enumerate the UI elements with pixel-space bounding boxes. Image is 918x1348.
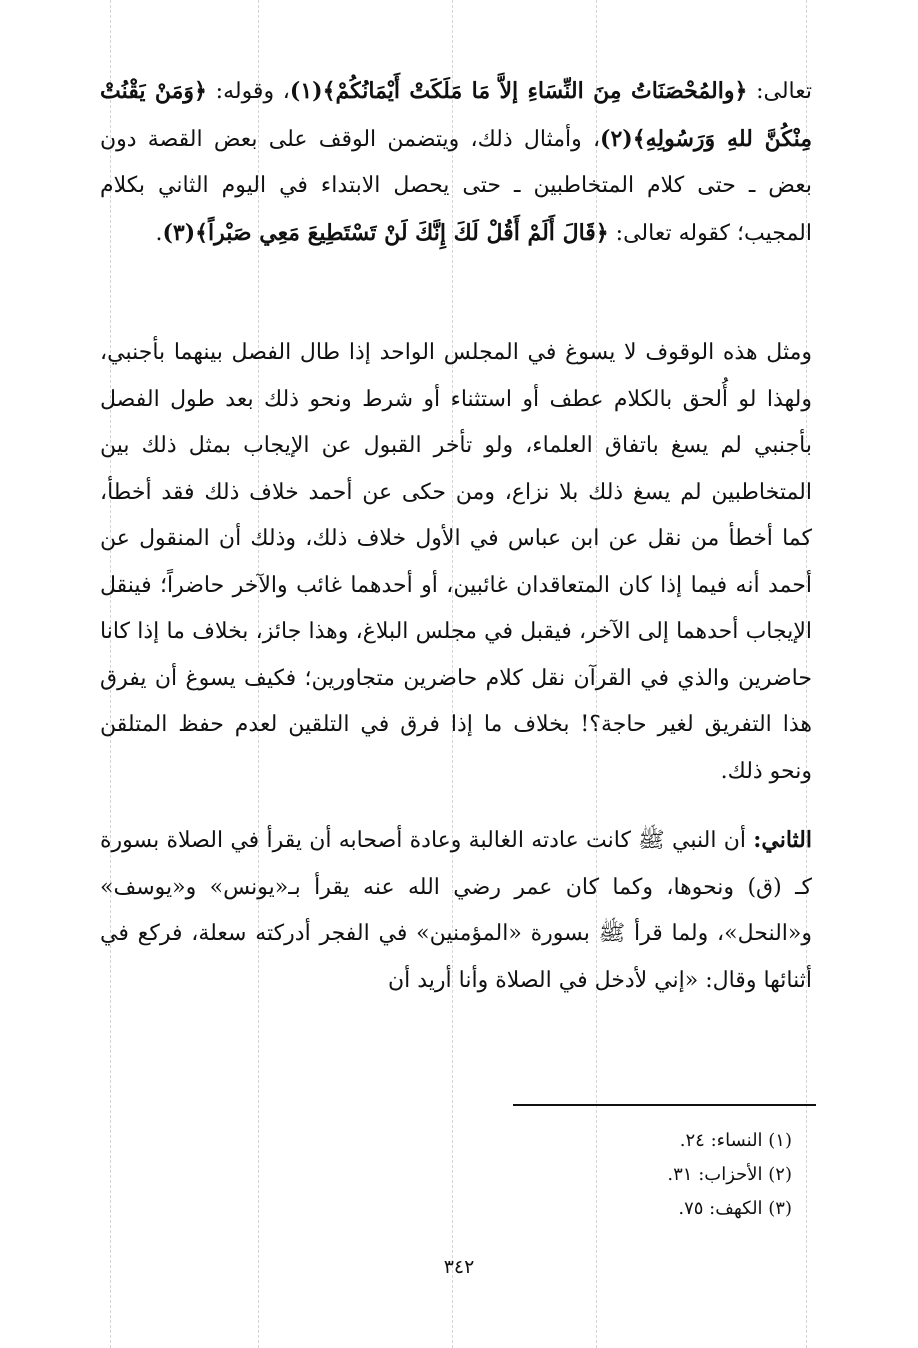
paragraph-1-text-3: ، وأمثال ذلك، ويتضمن الوقف على بعض القصة دون بعض ـ حتى كلام المتخاطبين ـ حتى يحصل الابتداء في اليوم الثاني بكلام المجيب؛ كقوله تعالى: [100,126,812,246]
paragraph-3 [100,817,812,1004]
quran-quote-1: ﴿والمُحْصَنَاتُ مِنَ النِّسَاءِ إلاَّ مَا مَلَكَتْ أَيْمَانُكُمْ﴾(١) [289,78,748,104]
paragraph-1-text-1: تعالى: [747,79,812,104]
footnotes [560,1124,792,1226]
paragraph-1-text-2: ، وقوله: [206,79,290,104]
footnote-separator [513,1104,816,1106]
quran-quote-3: ﴿قَالَ أَلَمْ أَقُلْ لَكَ إِنَّكَ لَنْ تَسْتَطِيعَ مَعِي صَبْراً﴾(٣) [162,219,609,246]
paragraph-3-lead: الثاني: [753,827,812,853]
quran-quote-2: ﴿وَمَنْ يَقْنُتْ مِنْكُنَّ للهِ وَرَسُولِهِ﴾(٢) [100,78,813,152]
paragraph-1-text-4: . [155,220,163,246]
footnote-2: (٢) الأحزاب: ٣١. [667,1164,792,1185]
paragraph-2: ومثل هذه الوقوف لا يسوغ في المجلس الواحد إذا طال الفصل بينهما بأجنبي، ولهذا لو أُلحق بالكلام عطف أو استثناء أو شرط ونحو ذلك بعد طول الفصل بأجنبي لم يسغ باتفاق العلماء، ولو تأخر القبول عن الإيجاب بمثل ذلك بين المتخاطبين لم يسغ ذلك بلا نزاع، ومن حكى عن أحمد خلاف ذلك فقد أخطأ، كما أخطأ من نقل عن ابن عباس في الأول خلاف ذلك، وذلك أن المنقول عن أحمد أنه فيما إذا كان المتعاقدان غائبين، أو أحدهما غائب والآخر حاضراً؛ فينقل الإيجاب أحدهما إلى الآخر، فيقبل في مجلس البلاغ، وهذا جائز، بخلاف ما إذا كانا حاضرين والذي في القرآن نقل كلام حاضرين متجاورين؛ فكيف يسوغ أن يفرق هذا التفريق لغير حاجة؟! بخلاف ما إذا فرق في التلقين لعدم حفظ المتلقن ونحو ذلك. [100,340,812,784]
paragraph-1 [100,68,812,257]
footnote-3: (٣) الكهف: ٧٥. [678,1198,792,1219]
page-number: ٣٤٢ [443,1256,475,1278]
paragraph-3-text: أن النبي ﷺ كانت عادته الغالبة وعادة أصحابه أن يقرأ في الصلاة بسورة كـ (ق) ونحوها، وكما كان عمر رضي الله عنه يقرأ بـ«يونس» و«يوسف» و«النحل»، ولما قرأ ﷺ بسورة «المؤمنين» في الفجر أدركته سعلة، فركع في أثنائها وقال: «إني لأدخل في الصلاة وأنا أريد أن [100,828,812,993]
footnote-1: (١) النساء: ٢٤. [679,1130,792,1151]
